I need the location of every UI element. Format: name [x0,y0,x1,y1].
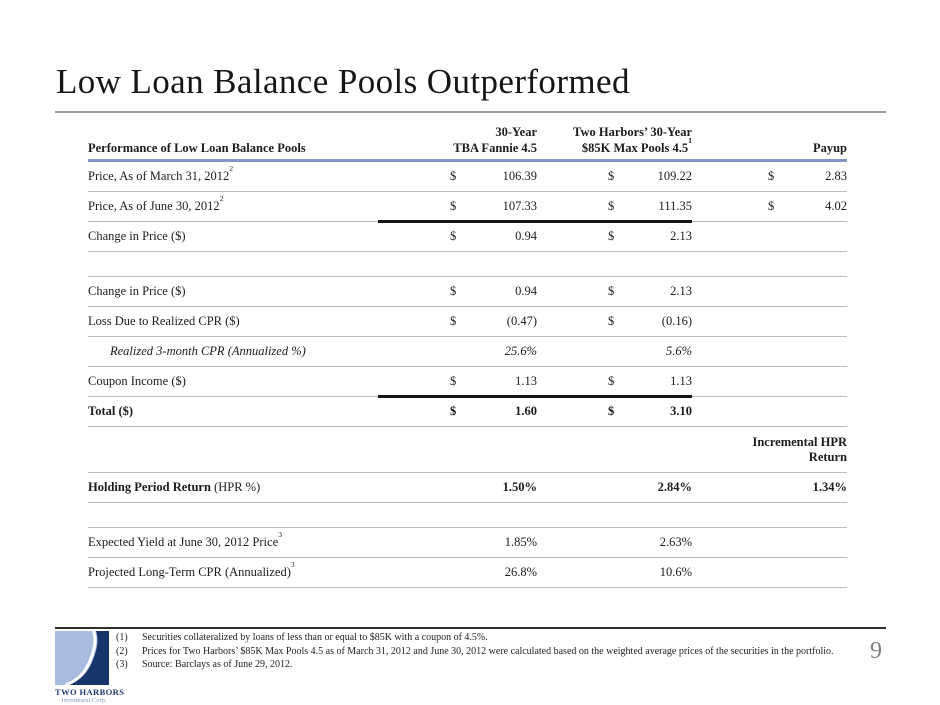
row-label: Loss Due to Realized CPR ($) [88,314,240,328]
footnote-item [116,645,840,659]
table-row [88,528,847,558]
footnote-marker: 1 [688,136,692,146]
currency-symbol: $ [450,284,457,298]
table-cell [378,535,537,550]
table-cell [378,199,537,214]
footnote-text: Securities collateralized by loans of less than or equal to $85K with a coupon of 4.5%. [142,632,488,643]
spacer-row [88,503,847,528]
row-label: Price, As of June 30, 2012$^2$ [88,194,224,213]
table-cell [537,404,692,419]
table-cell [692,169,847,184]
column-header-tba-fannie: 30-Year TBA Fannie 4.5 [453,125,537,155]
logo-company-name: TWO HARBORS [55,687,125,697]
table-cell [537,169,692,184]
currency-symbol: $ [450,314,457,328]
cell-value: 106.39 [502,169,537,183]
table-row [88,222,847,252]
cell-value: 1.60 [515,404,537,418]
spacer-row [88,252,847,277]
performance-table [88,124,847,588]
cell-value: 2.84% [657,480,692,494]
currency-symbol: $ [768,169,775,183]
cell-value: 10.6% [659,565,692,579]
cell-value: 111.35 [658,199,692,213]
row-label: Realized 3-month CPR (Annualized %) [110,344,306,358]
table-cell [378,229,537,244]
table-cell [378,344,537,359]
table-cell [378,284,537,299]
column-header-payup: Payup [812,141,847,155]
table-header-row [88,124,847,162]
two-harbors-logo-icon [55,631,109,685]
row-label: Expected Yield at June 30, 2012 Price$^3$ [88,530,282,549]
footnote-marker: 3 [278,530,282,540]
table-cell [537,480,692,495]
cell-value: 3.10 [670,404,692,418]
currency-symbol: $ [608,229,615,243]
table-row [88,307,847,337]
row-label: Holding Period Return (HPR %) [88,480,261,494]
row-label: Change in Price ($) [88,284,186,298]
title-divider [55,111,886,113]
table-cell [692,480,847,495]
table-row [88,367,847,397]
cell-value: 4.02 [825,199,847,213]
cell-value: (0.47) [506,314,537,328]
cell-value: 2.13 [670,284,692,298]
currency-symbol: $ [608,199,615,213]
page-number: 9 [870,638,882,664]
table-row [88,337,847,367]
footnote-number: (3) [116,659,128,670]
currency-symbol: $ [450,169,457,183]
cell-value: 25.6% [504,344,537,358]
cell-value: 1.50% [502,480,537,494]
table-cell [378,565,537,580]
currency-symbol: $ [450,199,457,213]
cell-value: 1.85% [504,535,537,549]
table-cell [537,284,692,299]
column-header-label: Performance of Low Loan Balance Pools [88,141,306,155]
footnote-number: (1) [116,632,128,643]
table-cell [537,344,692,359]
footnote-marker: 2 [229,164,234,174]
cell-value: (0.16) [661,314,692,328]
footer-divider [55,627,886,629]
currency-symbol: $ [450,229,457,243]
cell-value: 2.63% [659,535,692,549]
currency-symbol: $ [608,169,615,183]
cell-value: 0.94 [515,284,537,298]
footnote-item [116,631,840,645]
table-cell [378,480,537,495]
table-cell [378,404,537,419]
footnote-marker: 2 [219,194,224,204]
cell-value: 1.34% [812,480,847,494]
company-logo [55,631,125,704]
table-cell [692,199,847,214]
logo-company-subtitle: Investment Corp. [61,697,107,704]
cell-value: 0.94 [515,229,537,243]
cell-value: 5.6% [665,344,692,358]
table-cell [378,374,537,389]
table-row [88,162,847,192]
currency-symbol: $ [608,374,615,388]
column-header-two-harbors-pools: Two Harbors’ 30-Year $85K Max Pools $4.5^1$ [573,125,692,155]
cell-value: 1.13 [515,374,537,388]
footnote-item [116,658,840,672]
table-cell [378,169,537,184]
currency-symbol: $ [608,284,615,298]
footnote-marker: 3 [290,560,295,570]
row-label: Coupon Income ($) [88,374,186,388]
table-cell [537,229,692,244]
table-cell [537,374,692,389]
footnote-number: (2) [116,645,128,657]
cell-value: 1.13 [670,374,692,388]
row-label: Price, As of March 31, 2012$^2$ [88,164,234,183]
cell-value: 26.8% [504,565,537,579]
row-label: Projected Long-Term CPR (Annualized)$^3$ [88,560,295,579]
table-cell [378,314,537,329]
table-row [88,558,847,588]
currency-symbol: $ [608,314,615,328]
cell-value: 2.83 [825,169,847,183]
footnotes [116,631,840,672]
table-row [88,397,847,427]
currency-symbol: $ [450,374,457,388]
page-title: Low Loan Balance Pools Outperformed [56,62,630,101]
table-row [88,192,847,222]
cell-value: 2.13 [670,229,692,243]
table-row [88,277,847,307]
currency-symbol: $ [608,404,615,418]
row-label: Change in Price ($) [88,229,186,243]
footnote-text: Source: Barclays as of June 29, 2012. [142,659,293,670]
table-cell [537,314,692,329]
table-row [88,473,847,503]
currency-symbol: $ [450,404,457,418]
cell-value: 107.33 [502,199,537,213]
table-body [88,162,847,588]
table-cell [537,565,692,580]
table-cell [537,535,692,550]
cell-value: 109.22 [657,169,692,183]
table-cell [537,199,692,214]
row-label: Total ($) [88,404,134,418]
footnote-text: Prices for Two Harbors’ $85K Max Pools 4.5 as of March 31, 2012 and June 30, 2012 were calculated based on the weighted average prices of the securities in the portfolio. [142,645,834,657]
currency-symbol: $ [768,199,775,213]
incremental-hpr-header: Incremental HPR Return [88,427,847,473]
